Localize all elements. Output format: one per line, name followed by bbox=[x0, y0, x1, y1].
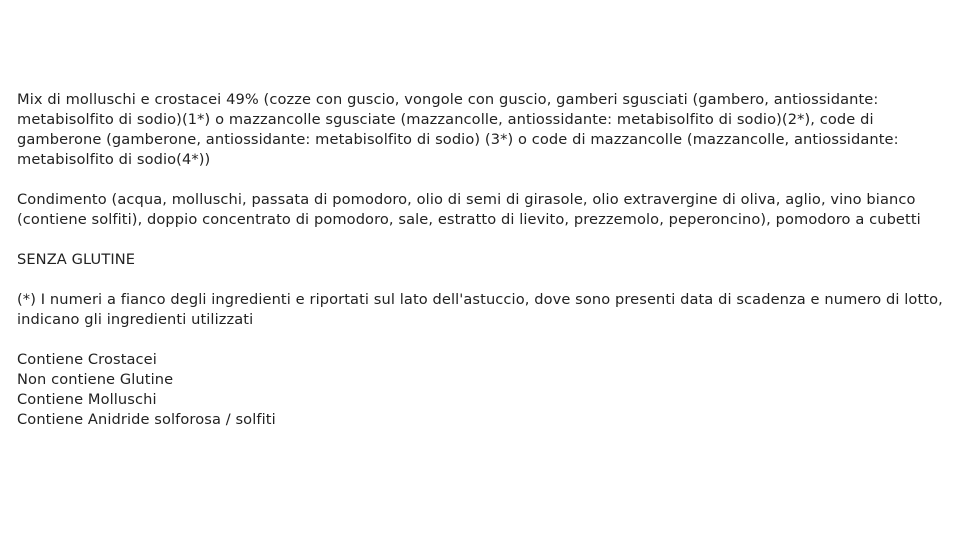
gluten-free-statement: SENZA GLUTINE bbox=[17, 251, 136, 268]
allergen-item: Contiene Anidride solforosa / solfiti bbox=[17, 411, 276, 428]
allergen-item: Contiene Crostacei bbox=[17, 351, 157, 368]
ingredients-condimento-paragraph: Condimento (acqua, molluschi, passata di pomodoro, olio di semi di girasole, olio extravergine di oliva, aglio, vino bianco (contiene solfiti), doppio concentrato di pomodoro, sale, estratto di lievito, prezzemolo, peperoncino), pomodoro a cubetti bbox=[17, 191, 921, 228]
allergen-list bbox=[17, 350, 947, 430]
allergen-item: Non contiene Glutine bbox=[17, 371, 174, 388]
allergen-item: Contiene Molluschi bbox=[17, 391, 157, 408]
ingredients-note-paragraph: (*) I numeri a fianco degli ingredienti e riportati sul lato dell'astuccio, dove sono presenti data di scadenza e numero di lotto, indicano gli ingredienti utilizzati bbox=[17, 291, 943, 328]
ingredients-text-block bbox=[17, 90, 947, 430]
ingredients-mix-paragraph: Mix di molluschi e crostacei 49% (cozze con guscio, vongole con guscio, gamberi sgusciati (gambero, antiossidante: metabisolfito di sodio)(1*) o mazzancolle sgusciate (mazzancolle, antiossidante: metabisolfito di sodio)(2*), code di gamberone (gamberone, antiossidante: metabisolfito di sodio) (3*) o code di mazzancolle (mazzancolle, antiossidante: metabisolfito di sodio(4*)) bbox=[17, 91, 899, 168]
